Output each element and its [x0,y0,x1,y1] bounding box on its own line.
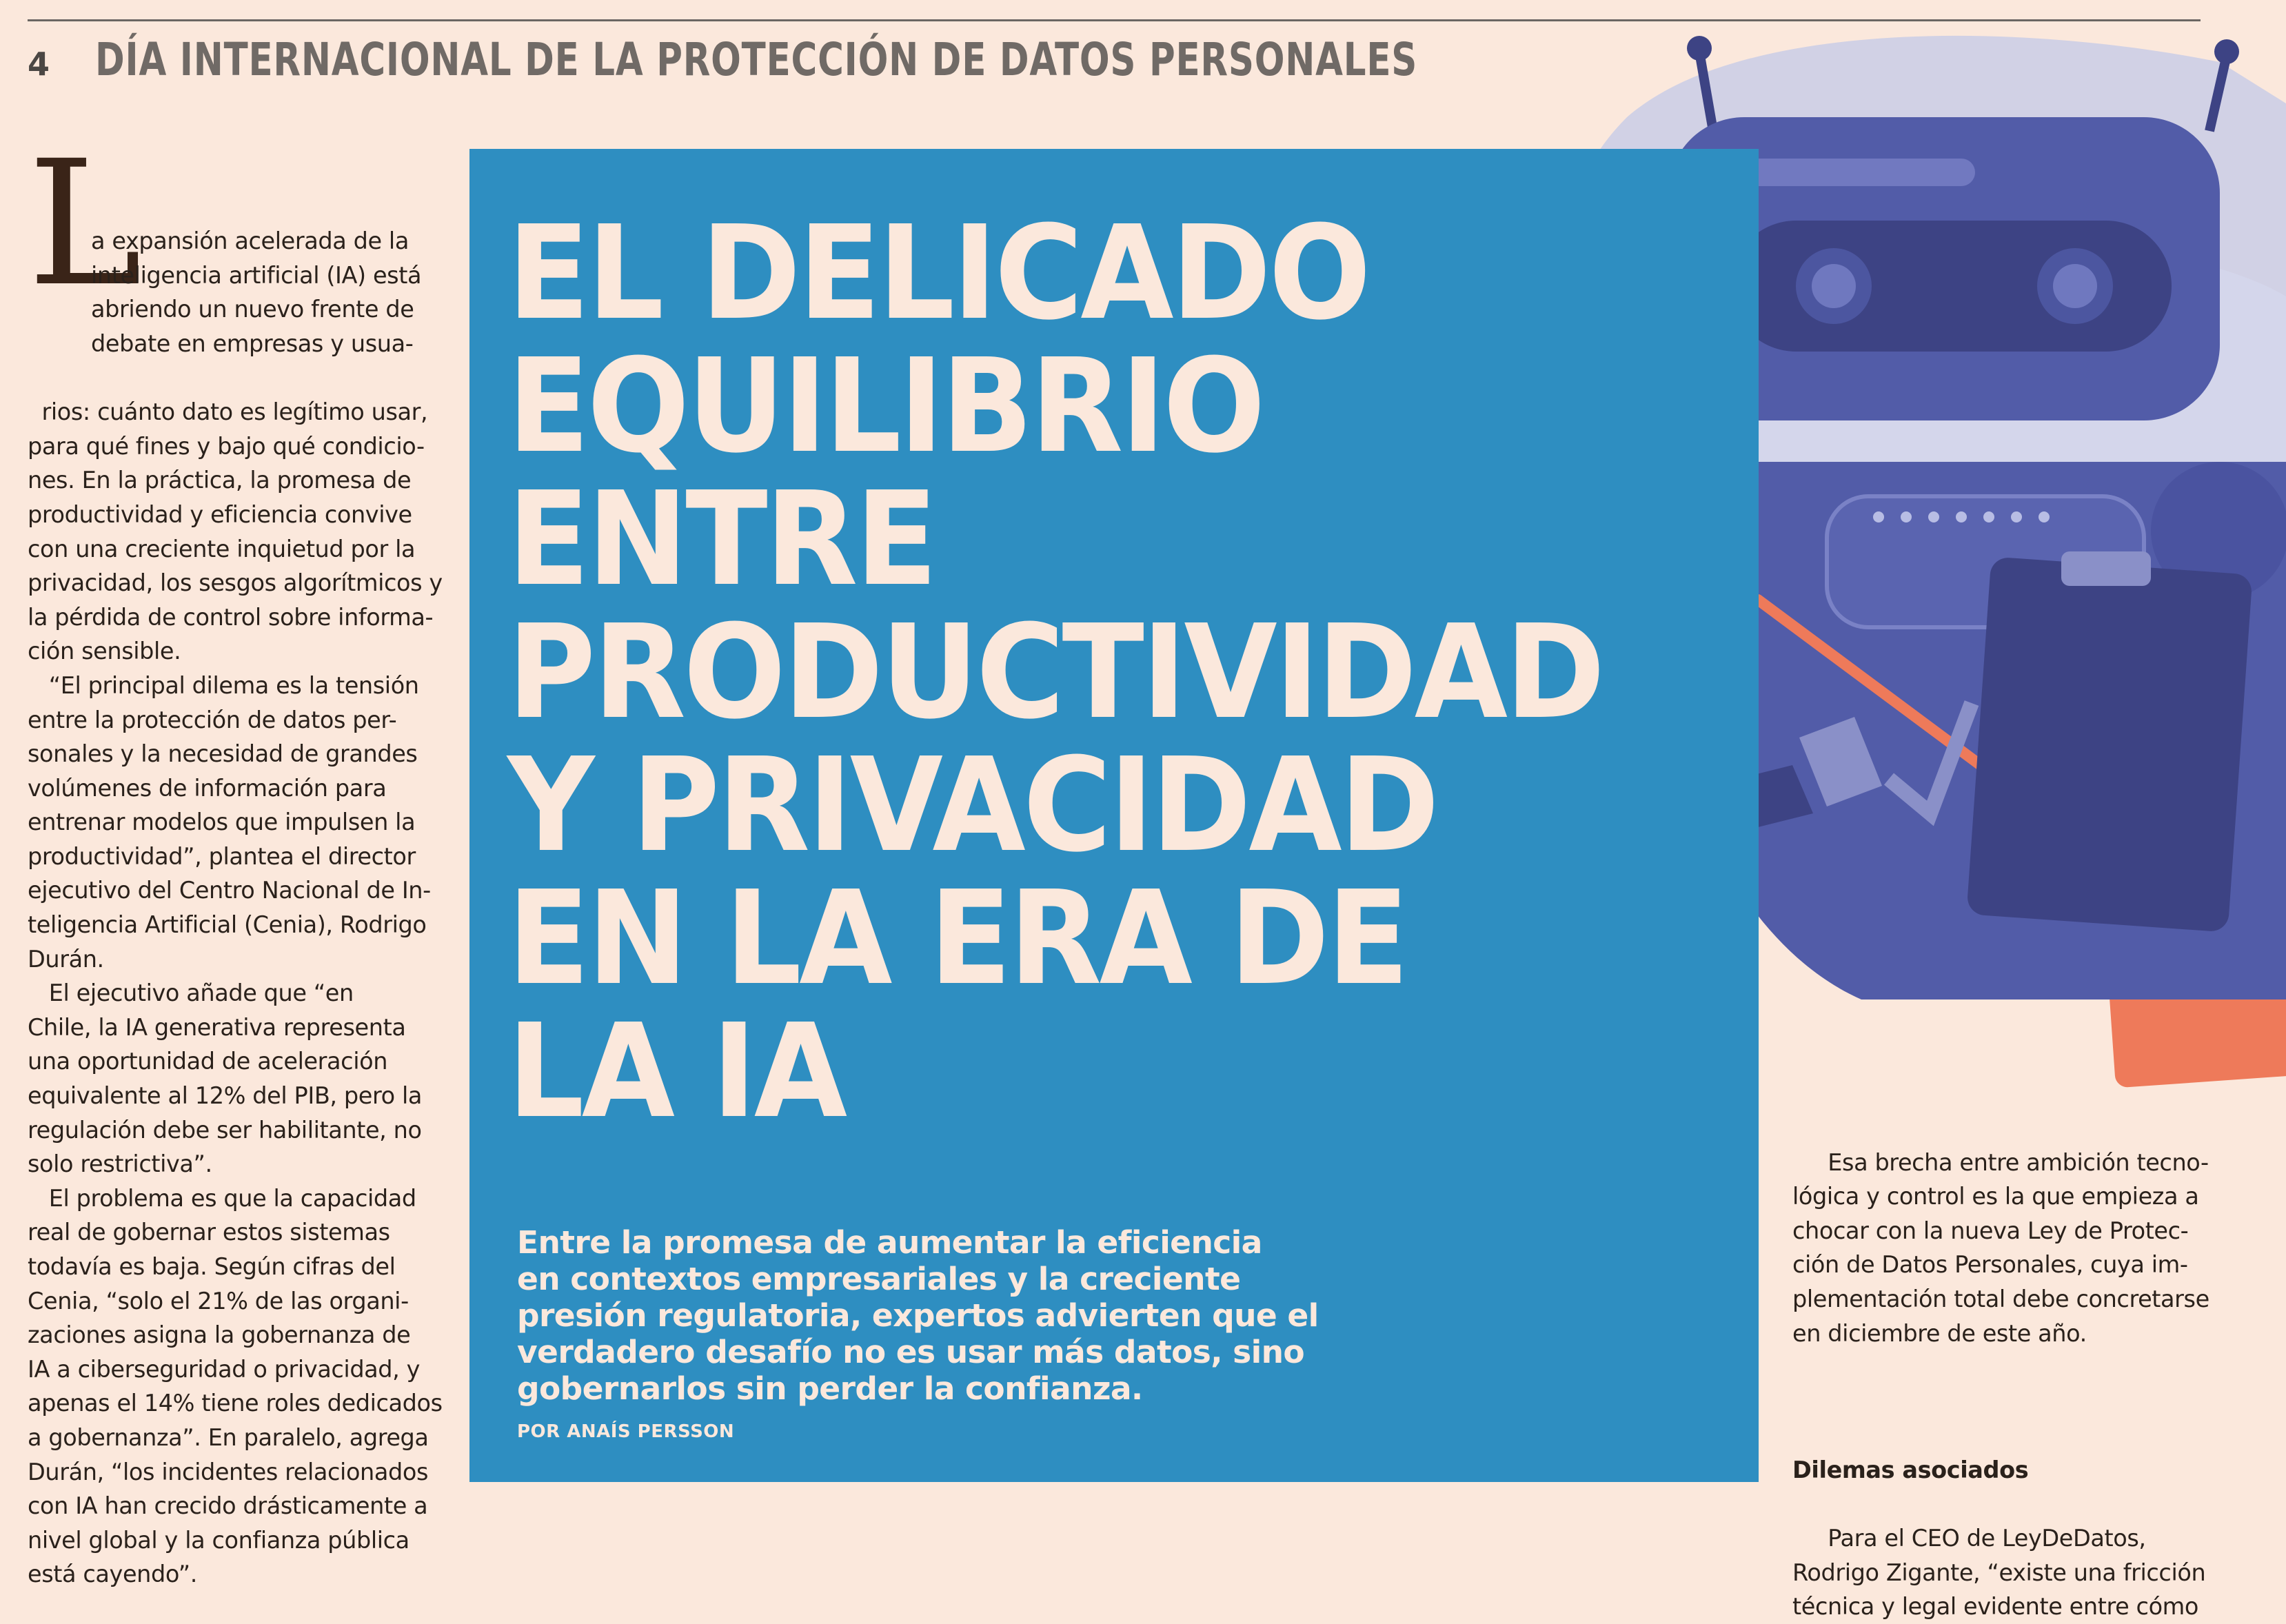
body-text-right: Esa brecha entre ambición tecno- lógica y control es la que empieza a chocar con la nueva Ley de Protec- ción de Datos Personales, cuya im- plementación total debe concretarse en diciembre de este año. [1792,1148,2209,1347]
body-text-left: rios: cuánto dato es legítimo usar, para qué fines y bajo qué condicio- nes. En la práctica, la promesa de productividad y eficiencia convive con una creciente inquietud por la privacidad, los sesgos algorítmicos y la pérdida de control sobre informa- ción sensible. “El principal dilema es la tensión entre la protección de datos per- sonales y la necesidad de grandes volúmenes de información para entrenar modelos que impulsen la productividad”, plantea el director ejecutivo del Centro Nacional de In- teligencia Artificial (Cenia), Rodrigo Durán. El ejecutivo añade que “en Chile, la IA generativa representa una oportunidad de aceleración equivalente al 12% del PIB, pero la regulación debe ser habilitante, no solo restrictiva”. El problema es que la capacidad real de gobernar estos sistemas todavía es baja. Según cifras del Cenia, “solo el 21% de las organi- zaciones asigna la gobernanza de IA a ciberseguridad o privacidad, y apenas el 14% tiene roles dedicados a gobernanza”. En paralelo, agrega Durán, “los incidentes relacionados con IA han crecido drásticamente a nivel global y la confianza pública está cayendo”. [28,398,443,1588]
antenna-right [2214,39,2239,64]
body-column-left [28,156,441,1592]
dek: Entre la promesa de aumentar la eficiencia en contextos empresariales y la creciente presión regulatoria, expertos advierten que el verdadero desafío no es usar más datos, sino gobernarlos sin perder la confianza. [517,1224,1319,1407]
page-number: 4 [28,45,50,83]
headline: EL DELICADO EQUILIBRIO ENTRE PRODUCTIVIDAD Y PRIVACIDAD EN LA ERA DE LA IA [507,198,1603,1147]
body-text-right-2: Para el CEO de LeyDeDatos, Rodrigo Zigante, “existe una fricción técnica y legal evidente entre cómo [1792,1525,2206,1621]
drop-cap: L [28,123,143,324]
antenna-left [1687,36,1712,61]
clipboard [1966,556,2252,932]
byline: POR ANAÍS PERSSON [517,1421,735,1442]
section-title: DÍA INTERNACIONAL DE LA PROTECCIÓN DE DATOS PERSONALES [95,33,1418,86]
subheading: Dilemas asociados [1792,1456,2029,1483]
body-column-right [1792,1111,2234,1624]
body-first-lines: a expansión acelerada de la inteligencia artificial (IA) está abriendo un nuevo frente de debate en empresas y usua- [91,227,422,357]
